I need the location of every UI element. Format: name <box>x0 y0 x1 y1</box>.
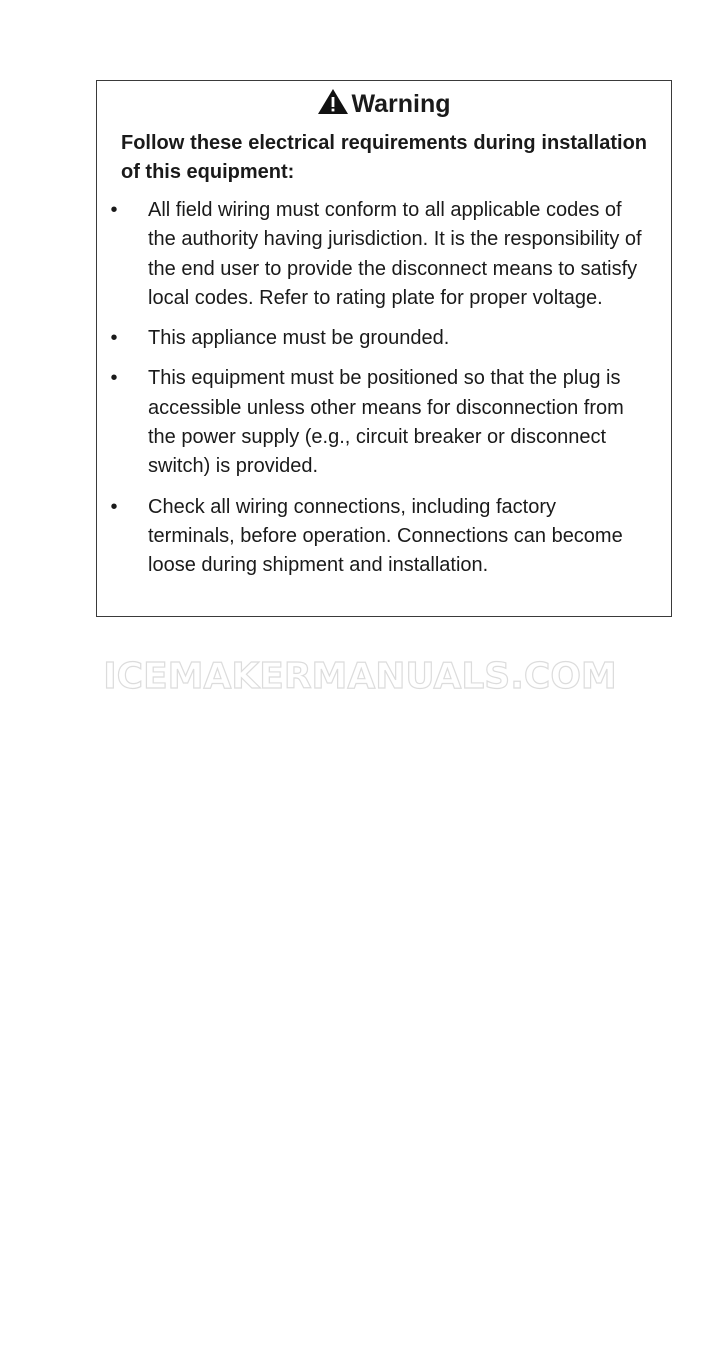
list-item <box>110 493 647 581</box>
bullet: • <box>110 495 118 518</box>
watermark: ICEMAKERMANUALS.COM <box>103 656 617 697</box>
warning-box <box>96 80 672 617</box>
list-item <box>110 196 647 313</box>
bullet: • <box>110 367 118 390</box>
list-item <box>110 364 647 481</box>
list-item <box>110 324 647 353</box>
list-item-text: This appliance must be grounded. <box>148 327 450 350</box>
list-item-text: This equipment must be positioned so that the plug is accessible unless other means for disconnection from the power supply (e.g., circuit breaker or disconnect switch) is provided. <box>148 367 624 478</box>
warning-intro: Follow these electrical requirements during installation of this equipment: <box>121 132 647 183</box>
bullet: • <box>110 199 118 221</box>
warning-heading <box>121 87 647 125</box>
warning-triangle-icon <box>317 88 349 124</box>
requirements-list <box>110 196 647 581</box>
list-item-text: Check all wiring connections, including factory terminals, before operation. Connections can become loose during shipment and installation. <box>148 495 623 577</box>
bullet: • <box>110 327 118 350</box>
warning-title: Warning <box>351 90 451 118</box>
list-item-text: All field wiring must conform to all applicable codes of the authority having jurisdiction. It is the responsibility of the end user to provide the disconnect means to satisfy local codes. Refer to rating plate for proper voltage. <box>148 199 642 309</box>
